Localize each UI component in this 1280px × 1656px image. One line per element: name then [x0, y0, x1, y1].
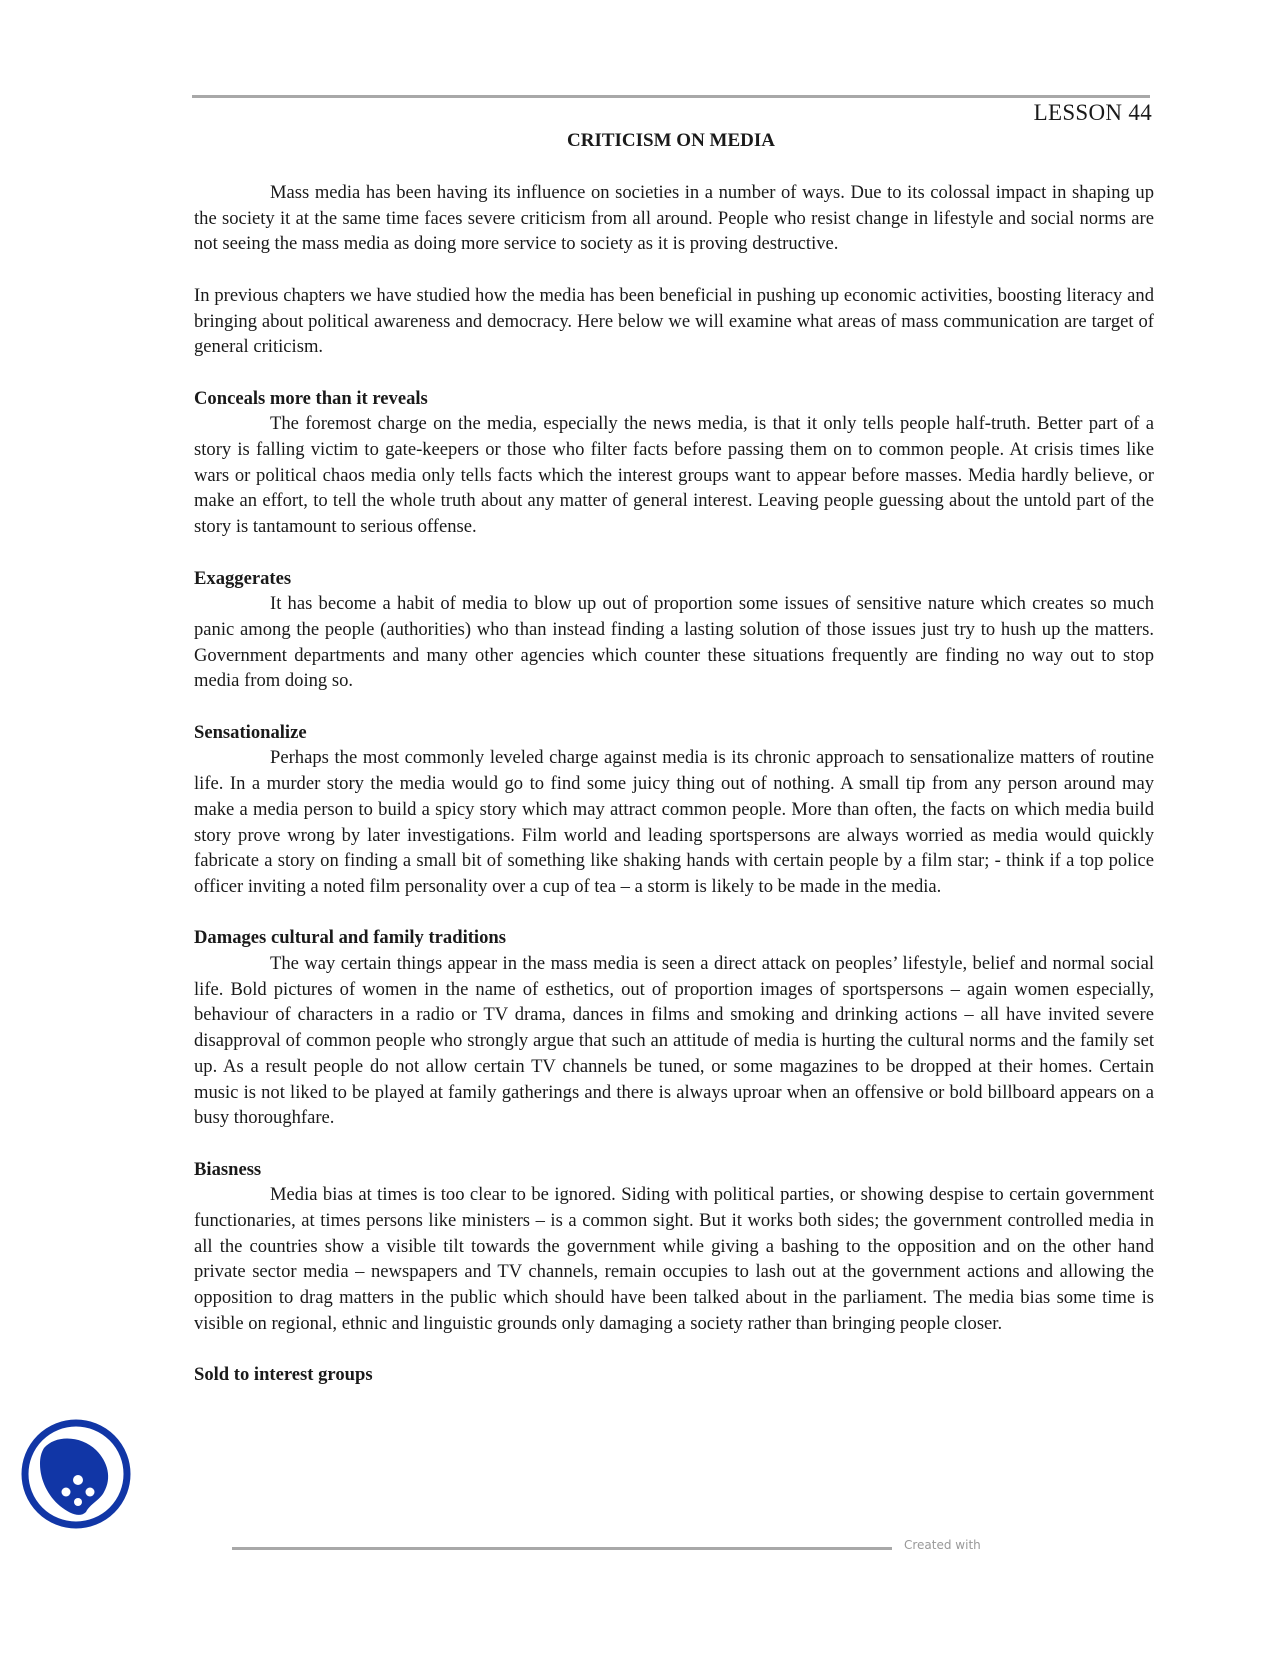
section-body-biasness: Media bias at times is too clear to be ignored. Siding with political parties, or showing despise to certain government functionaries, at times persons like ministers – is a common sight. But it works both sides; the government controlled media in all the countries show a visible tilt towards the government while giving a bashing to the opposition and on the other hand private sector media – newspapers and TV channels, remain occupies to lash out at the government actions and allowing the opposition to drag matters in the public which should have been talked about in the parliament. The media bias some time is visible on regional, ethnic and linguistic grounds only damaging a society rather than bringing people closer. [194, 1184, 1154, 1334]
page-title: CRITICISM ON MEDIA [567, 130, 775, 151]
section-heading-damages-traditions: Damages cultural and family traditions [194, 927, 506, 949]
section-heading-sold: Sold to interest groups [194, 1364, 373, 1386]
section-heading-biasness: Biasness [194, 1158, 262, 1180]
section-body-damages-traditions: The way certain things appear in the mass media is seen a direct attack on peoples’ lifestyle, belief and normal social life. Bold pictures of women in the name of esthetics, out of proportion images of sportspersons – again women especially, behaviour of characters in a radio or TV drama, dances in films and smoking and drinking actions – all have invited severe disapproval of common people who strongly argue that such an attitude of media is hurting the cultural norms and the family set up. As a result people do not allow certain TV channels be tuned, or some magazines to be dropped at their homes. Certain music is not liked to be played at family gatherings and there is always uproar when an offensive or bold billboard appears on a busy thoroughfare. [194, 953, 1154, 1129]
intro-paragraph-2: In previous chapters we have studied how the media has been beneficial in pushing up economic activities, boosting literacy and bringing about political awareness and democracy. Here below we will examine what areas of mass communication are target of general criticism. [194, 284, 1154, 358]
section-body-sensationalize: Perhaps the most commonly leveled charge against media is its chronic approach to sensationalize matters of routine life. In a murder story the media would go to find some juicy thing out of nothing. A small tip from any person around may make a media person to build a spicy story which may attract common people. More than often, the facts on which media build story prove wrong by later investigations. Film world and leading sportspersons are always worried as media would quickly fabricate a story on finding a small bit of something like shaking hands with certain people by a film star; - think if a top police officer inviting a noted film personality over a cup of tea – a storm is likely to be made in the media. [194, 747, 1154, 897]
footer-rule [232, 1547, 892, 1550]
logo-icon [20, 1418, 132, 1530]
document-body [194, 180, 1154, 1388]
section-heading-exaggerates: Exaggerates [194, 567, 292, 589]
created-with-label: Created with [904, 1538, 981, 1552]
lesson-number: LESSON 44 [1033, 100, 1152, 125]
intro-paragraph-1: Mass media has been having its influence on societies in a number of ways. Due to its colossal impact in shaping up the society it at the same time faces severe criticism from all around. People who resist change in lifestyle and social norms are not seeing the mass media as doing more service to society as it is proving destructive. [194, 182, 1154, 255]
section-body-conceals: The foremost charge on the media, especially the news media, is that it only tells people half-truth. Better part of a story is falling victim to gate-keepers or those who filter facts before passing them on to common people. At crisis times like wars or political chaos media only tells facts which the interest groups want to appear before masses. Media hardly believe, or make an effort, to tell the whole truth about any matter of general interest. Leaving people guessing about the untold part of the story is tantamount to serious offense. [194, 413, 1154, 538]
section-heading-sensationalize: Sensationalize [194, 721, 307, 743]
section-heading-conceals: Conceals more than it reveals [194, 387, 428, 409]
header-rule [192, 95, 1150, 98]
section-body-exaggerates: It has become a habit of media to blow up out of proportion some issues of sensitive nature which creates so much panic among the people (authorities) who than instead finding a lasting solution of those issues just try to hush up the matters. Government departments and many other agencies which counter these situations frequently are finding no way out to stop media from doing so. [194, 593, 1154, 692]
